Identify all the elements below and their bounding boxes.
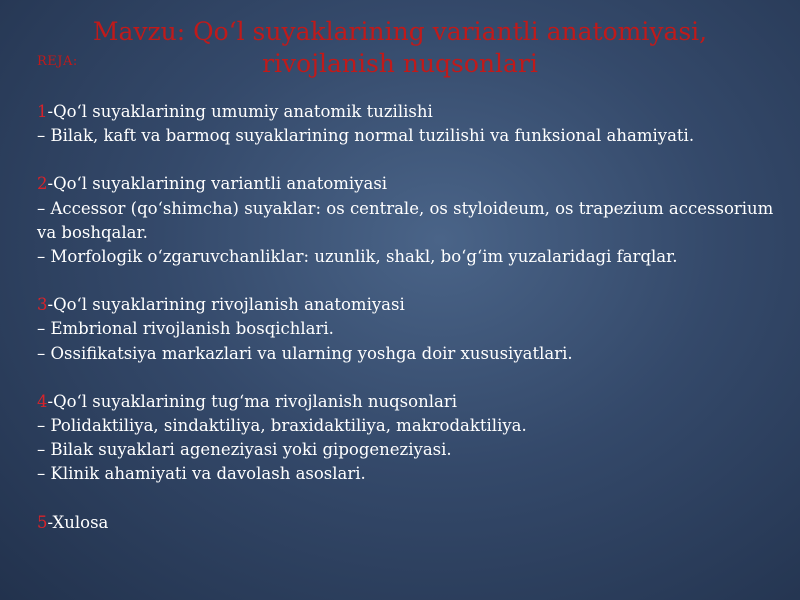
section-item: – Accessor (qo‘shimcha) suyaklar: os centrale, os styloideum, os trapezium accessorium va boshqalar. (37, 198, 774, 242)
section-item: – Bilak suyaklari ageneziyasi yoki gipogeneziyasi. (37, 440, 452, 460)
section-number: 2 (37, 174, 48, 194)
section-item: – Ossifikatsiya markazlari va ularning yoshga doir xususiyatlari. (37, 343, 573, 363)
section-number: 3 (37, 295, 48, 315)
plan-section-5 (37, 511, 777, 535)
section-item: – Bilak, kaft va barmoq suyaklarining normal tuzilishi va funksional ahamiyati. (37, 126, 695, 146)
section-item: – Klinik ahamiyati va davolash asoslari. (37, 464, 366, 484)
section-number: 5 (37, 512, 48, 532)
section-number: 1 (37, 102, 48, 121)
section-heading (37, 100, 777, 124)
section-heading (37, 172, 777, 196)
section-item: – Polidaktiliya, sindaktiliya, braxidaktiliya, makrodaktiliya. (37, 416, 527, 436)
section-item: – Embrional rivojlanish bosqichlari. (37, 319, 334, 339)
plan-section-4 (37, 390, 777, 487)
plan-content (37, 100, 777, 535)
plan-label: REJA: (37, 54, 78, 69)
section-heading (37, 293, 777, 317)
section-title: -Qo‘l suyaklarining variantli anatomiyasi (47, 174, 388, 194)
section-heading (37, 390, 777, 414)
slide-title: Mavzu: Qo‘l suyaklarining variantli anatomiyasi, rivojlanish nuqsonlari (92, 17, 708, 78)
section-item: – Morfologik o‘zgaruvchanliklar: uzunlik, shakl, bo‘g‘im yuzalaridagi farqlar. (37, 247, 678, 267)
plan-section-3 (37, 293, 777, 366)
section-number: 4 (37, 391, 48, 411)
plan-section-2 (37, 172, 777, 269)
section-heading (37, 511, 777, 535)
section-title: -Xulosa (47, 512, 109, 532)
section-title: -Qo‘l suyaklarining rivojlanish anatomiyasi (47, 295, 405, 315)
section-title: -Qo‘l suyaklarining tug‘ma rivojlanish nuqsonlari (47, 391, 457, 411)
plan-section-1 (37, 100, 777, 148)
section-title: -Qo‘l suyaklarining umumiy anatomik tuzilishi (47, 102, 433, 121)
